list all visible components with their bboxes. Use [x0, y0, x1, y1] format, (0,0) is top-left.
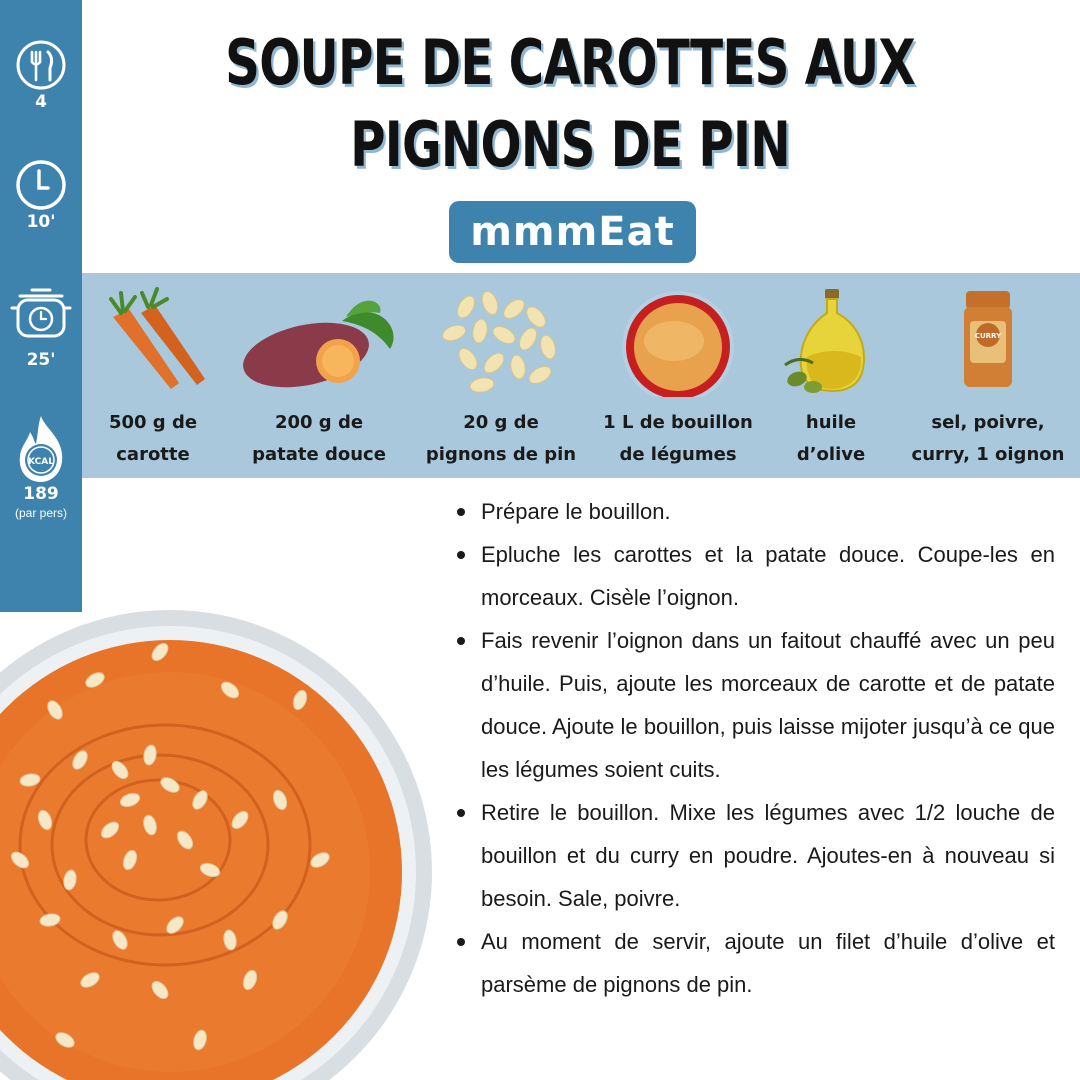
ingredient-label: huile d’olive	[796, 412, 866, 465]
prep-time-value: 10'	[26, 212, 56, 232]
carrot-icon	[93, 287, 213, 397]
ingredient-olive-oil	[776, 273, 886, 478]
step-item: Prépare le bouillon.	[455, 490, 1055, 533]
pot-icon	[8, 282, 74, 344]
spice-jar-icon	[958, 287, 1018, 397]
ingredient-label: 20 g de pignons de pin	[425, 412, 577, 465]
sweet-potato-icon	[234, 287, 404, 397]
ingredient-label: 500 g de carotte	[108, 412, 198, 465]
ingredient-label: 1 L de bouillon de légumes	[603, 412, 753, 465]
broth-bowl-icon	[618, 287, 738, 397]
jar-label: CURRY	[974, 332, 1002, 340]
recipe-stats-sidebar	[0, 0, 82, 612]
servings-stat	[0, 38, 82, 112]
ingredient-pine-nuts	[420, 273, 582, 478]
cook-time-stat	[0, 282, 82, 370]
recipe-title: SOUPE DE CAROTTES AUX PIGNONS DE PIN	[225, 26, 915, 181]
step-item: Fais revenir l’oignon dans un faitout chauffé avec un peu d’huile. Puis, ajoute les morceaux de carotte et de patate douce. Ajoute le bouillon, puis laisse mijoter jusqu’à ce que les légumes soient cuits.	[455, 619, 1055, 791]
kcal-flame-icon	[12, 412, 70, 484]
ingredient-sweet-potato	[234, 273, 404, 478]
clock-icon	[14, 158, 68, 212]
step-item: Au moment de servir, ajoute un filet d’huile d’olive et parsème de pignons de pin.	[455, 920, 1055, 1006]
step-item: Epluche les carottes et la patate douce. Coupe-les en morceaux. Cisèle l’oignon.	[455, 533, 1055, 619]
olive-oil-icon	[783, 287, 879, 397]
ingredient-label: sel, poivre, curry, 1 oignon	[911, 412, 1065, 465]
ingredient-carrot	[82, 273, 224, 478]
calories-stat	[0, 412, 82, 520]
brand-logo: mmmEat	[449, 201, 696, 263]
pine-nuts-icon	[436, 287, 566, 397]
ingredient-seasonings	[906, 273, 1070, 478]
calories-value: 189	[23, 484, 59, 504]
ingredient-label: 200 g de patate douce	[252, 412, 386, 465]
step-item: Retire le bouillon. Mixe les légumes avec 1/2 louche de bouillon et du curry en poudre. Ajoutes-en à nouveau si besoin. Sale, poivre.	[455, 791, 1055, 920]
kcal-text: KCAL	[28, 457, 54, 467]
soup-bowl-image	[0, 570, 440, 1080]
ingredient-broth	[594, 273, 762, 478]
ingredients-band	[82, 273, 1080, 478]
recipe-steps	[455, 490, 1055, 1006]
fork-knife-icon	[14, 38, 68, 92]
prep-time-stat	[0, 158, 82, 232]
calories-unit: (par pers)	[14, 506, 67, 520]
servings-value: 4	[35, 92, 47, 112]
cook-time-value: 25'	[26, 350, 56, 370]
